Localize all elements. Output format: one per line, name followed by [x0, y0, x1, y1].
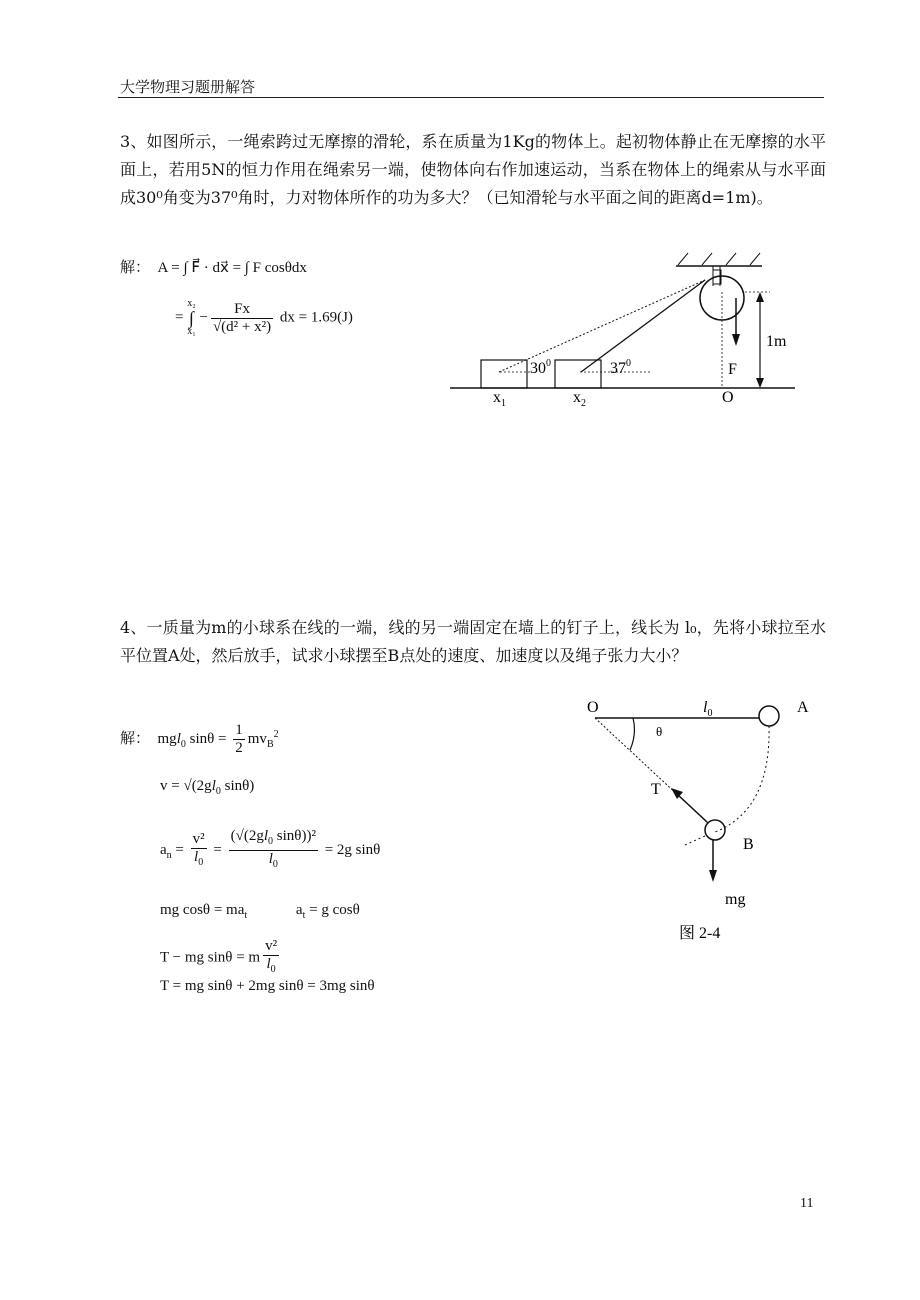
figure-caption: 图 2-4	[679, 925, 721, 942]
height-arrow-bottom	[756, 378, 764, 388]
weight-arrow-head	[709, 870, 717, 882]
swing-arc	[715, 726, 769, 832]
problem-3-text: 3、如图所示，一绳索跨过无摩擦的滑轮，系在质量为1Kg的物体上。起初物体静止在无摩擦的水平面上，若用5N的恒力作用在绳索另一端，使物体向右作加速运动，当系在物体上的绳索从与水平面成30⁰角变为37⁰角时，力对物体所作的功为多大？（已知滑轮与水平面之间的距离d=1m)。	[120, 132, 826, 207]
label-theta: θ	[656, 724, 663, 739]
page-number: 11	[800, 1196, 814, 1211]
ceiling-hatch	[678, 253, 760, 265]
problem-4-text: 4、一质量为m的小球系在线的一端，线的另一端固定在墙上的钉子上，线长为 l₀，先将小球拉至水平位置A处，然后放手，试求小球摆至B点处的速度、加速度以及绳子张力大小？	[120, 618, 826, 665]
problem-4-equation-6: T = mg sinθ + 2mg sinθ = 3mg sinθ	[160, 978, 375, 994]
x2-letter: x	[573, 389, 581, 406]
height-label: 1m	[766, 333, 787, 350]
x1-label	[493, 389, 506, 408]
rope-at-30	[499, 280, 705, 372]
label-B: B	[743, 836, 754, 853]
tension-arrow-shaft	[677, 794, 707, 822]
label-T: T	[651, 781, 661, 798]
solution-label: 解：	[120, 258, 151, 276]
angle-37-degree: 0	[626, 358, 631, 369]
block-x2	[555, 360, 601, 388]
angle-30-label	[530, 358, 551, 377]
label-l0-letter: l	[703, 699, 708, 716]
block-x1	[481, 360, 527, 388]
label-l0	[703, 699, 712, 719]
problem-4-equation-3: $a_n$ = $\frac{\text{v²}}{l_0}$ = $\frac{(√(2gl_0 \sin\theta))^2}{l_0}$ = 2g sinθ	[160, 828, 381, 870]
problem-3-figure	[450, 248, 830, 408]
label-A: A	[797, 699, 809, 716]
problem-4-equation-1: 解： mgl$_0$ sinθ = $\frac{1}{2}$ $mv_B^2$	[120, 722, 279, 756]
rope-at-37	[581, 280, 705, 372]
label-mg: mg	[725, 891, 746, 908]
force-arrow-head	[732, 334, 740, 346]
angle-30-degree: 0	[546, 358, 551, 369]
swing-arc-tail	[685, 836, 705, 845]
origin-label: O	[722, 389, 734, 406]
label-O: O	[587, 699, 599, 716]
page-header: 大学物理习题册解答	[120, 78, 256, 96]
problem-4-equation-5: T − mg sinθ = m $\frac{\text{v²}}{l_0}$	[160, 938, 278, 975]
height-arrow-top	[756, 292, 764, 302]
x1-subscript: 1	[501, 398, 506, 408]
header-rule	[118, 97, 824, 98]
problem-4-equation-2: $v = √(2gl_0$ sinθ)	[160, 778, 255, 797]
ball-at-A	[759, 706, 779, 726]
x2-label	[573, 389, 586, 408]
angle-37-label	[610, 358, 631, 377]
angle-37-value: 37	[610, 360, 626, 377]
angle-30-value: 30	[530, 360, 546, 377]
label-l0-subscript: 0	[707, 708, 713, 719]
problem-3-equation-1: 解： A = ∫ F⃗ · dx⃗ = ∫ F cosθdx	[120, 258, 307, 276]
solution-label-4: 解：	[120, 728, 151, 747]
x2-subscript: 2	[581, 398, 586, 408]
problem-4-equation-4: mg $\cos\theta = ma_t$ $a_t = g$ cosθ	[160, 902, 360, 921]
angle-arc	[630, 718, 634, 750]
x1-letter: x	[493, 389, 501, 406]
force-label: F	[728, 361, 737, 378]
problem-4-figure	[575, 690, 835, 950]
problem-3-equation-2: = x₂ ∫ x₁ − $\frac{Fx}{\text{√(d² + x²)}}$ dx = 1.69(J)	[175, 298, 353, 337]
ball-at-B	[705, 820, 725, 840]
